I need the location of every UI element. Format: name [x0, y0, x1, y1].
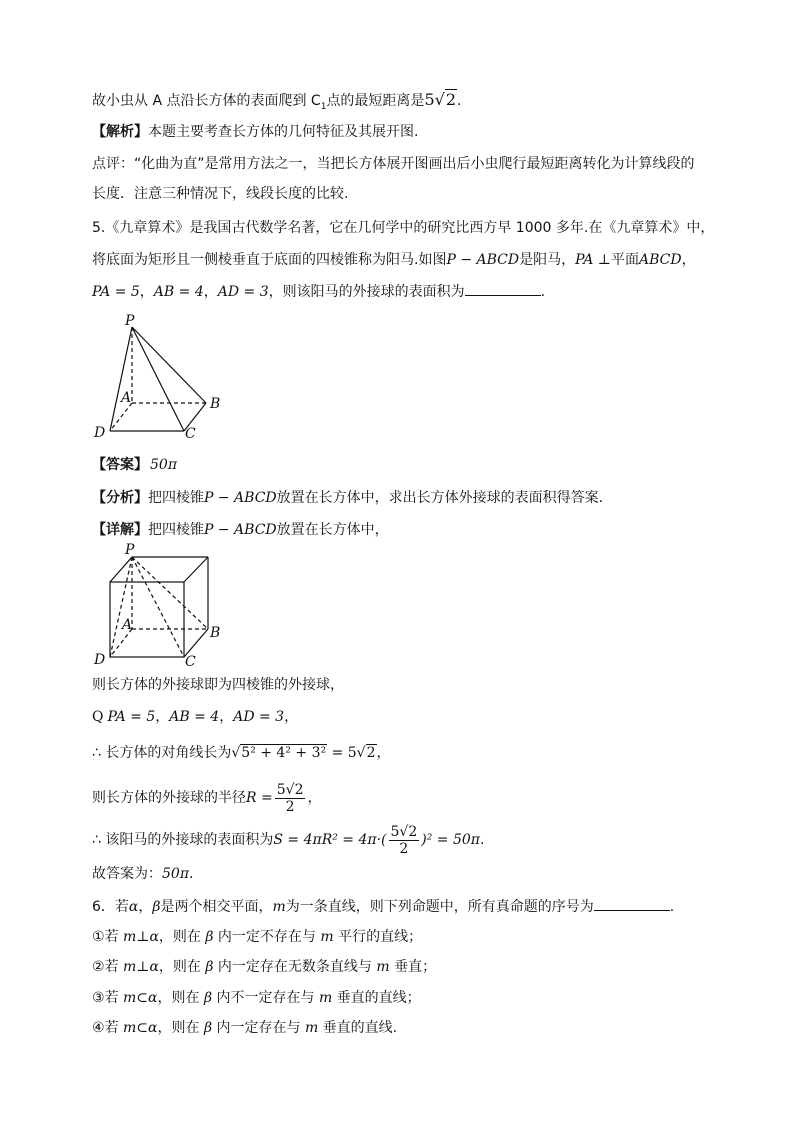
fig1-label-a: A	[121, 390, 132, 406]
q6-option-3: ③若 m⊂α，则在 β 内不一定存在与 m 垂直的直线；	[92, 990, 421, 1006]
solution-line-4: 则长方体的外接球的半径 R = $\frac{5√2}{2}$ ，	[92, 781, 322, 815]
q6-line-1: 6．若α，β是两个相交平面，m为一条直线，则下列命题中，所有真命题的序号为 .	[92, 896, 674, 917]
fig1-label-p: P	[125, 313, 135, 329]
diagonal-formula: √5² + 4² + 3² = 5√2	[231, 745, 376, 761]
cuboid-figure	[88, 540, 228, 670]
solution-line-2: Q PA = 5，AB = 4，AD = 3，	[92, 709, 299, 725]
fig2-label-p: P	[125, 542, 135, 558]
answer-blank	[465, 281, 541, 296]
q6-option-4: ④若 m⊂α，则在 β 内一定存在与 m 垂直的直线.	[92, 1020, 398, 1036]
fig1-label-c: C	[185, 426, 196, 440]
conclusion-line: 故小虫从 A 点沿长方体的表面爬到 $C_1$点的最短距离是5√2.	[92, 90, 462, 112]
fig2-label-c: C	[185, 654, 196, 670]
answer-5-sqrt-2: 5√2	[424, 90, 457, 109]
area-fraction: $\frac{5√2}{2}$	[390, 823, 418, 857]
solution-line-1: 则长方体的外接球即为四棱锥的外接球，	[92, 677, 344, 693]
analysis-line: 【分析】把四棱锥P − ABCD放置在长方体中，求出长方体外接球的表面积得答案.	[92, 490, 604, 506]
fig1-label-b: B	[210, 396, 221, 412]
q5-line-1: 5.《九章算术》是我国古代数学名著，它在几何学中的研究比西方早 1000 多年.在《九章算术》中，	[92, 220, 715, 236]
solution-line-6: 故答案为：50π.	[92, 866, 194, 882]
detail-line: 【详解】把四棱锥P − ABCD放置在长方体中，	[92, 522, 389, 538]
radius-fraction: $\frac{5√2}{2}$	[276, 781, 304, 815]
pyramid-figure	[88, 310, 228, 440]
q6-answer-blank	[594, 896, 670, 911]
q6-option-2: ②若 m⊥α，则在 β 内一定存在无数条直线与 m 垂直；	[92, 959, 437, 975]
fig2-label-d: D	[94, 652, 106, 668]
fig2-label-b: B	[210, 625, 221, 641]
jiexi-line: 【解析】本题主要考查长方体的几何特征及其展开图.	[92, 124, 419, 140]
q5-line-3: PA = 5，AB = 4，AD = 3，则该阳马的外接球的表面积为 .	[92, 281, 545, 302]
solution-line-5: ∴ 该阳马的外接球的表面积为 S = 4πR² = 4π·( $\frac{5√2}{2}$ )² = 50π .	[92, 823, 485, 857]
comment-line-2: 长度．注意三种情况下，线段长度的比较.	[92, 186, 349, 202]
solution-line-3: ∴ 长方体的对角线长为√5² + 4² + 3² = 5√2，	[92, 745, 391, 761]
q5-line-2: 将底面为矩形且一侧棱垂直于底面的四棱锥称为阳马.如图P − ABCD是阳马，PA ⊥平面ABCD，	[92, 252, 696, 268]
q6-option-1: ①若 m⊥α，则在 β 内一定不存在与 m 平行的直线；	[92, 929, 423, 945]
answer-line: 【答案】 50π	[92, 457, 178, 473]
fig1-label-d: D	[94, 425, 106, 440]
fig2-label-a: A	[122, 617, 133, 633]
comment-line-1: 点评：“化曲为直”是常用方法之一，当把长方体展开图画出后小虫爬行最短距离转化为计算线段的	[92, 156, 695, 172]
